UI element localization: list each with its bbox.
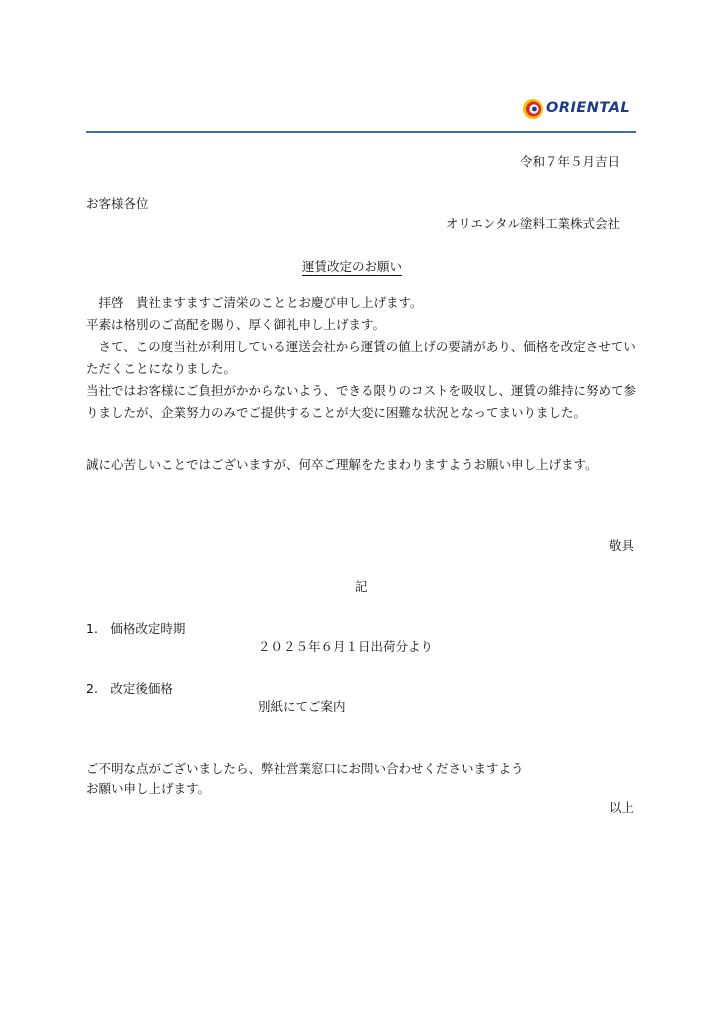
page-title: 運賃改定のお願い xyxy=(302,259,403,274)
ijou: 以上 xyxy=(608,800,634,815)
logo-mark-icon xyxy=(522,96,546,122)
recipient: お客様各位 xyxy=(86,196,149,211)
company-logo xyxy=(522,96,634,122)
item-label: 2. 改定後価格 xyxy=(86,681,173,696)
body-paragraph: 平素は格別のご高配を賜り、厚く御礼申し上げます。 xyxy=(86,317,386,332)
item-value: ２０２５年６月１日出荷分より xyxy=(258,639,434,654)
logo-wordmark: ORIENTAL xyxy=(546,100,631,116)
contact-line: お願い申し上げます。 xyxy=(86,781,211,796)
body-paragraph: さて、この度当社が利用している運送会社から運賃の値上げの要請があり、価格を改定させていただくことになりました。 xyxy=(86,339,636,376)
ki-heading: 記 xyxy=(355,579,368,594)
letter-date: 令和７年５月吉日 xyxy=(519,154,620,169)
header-rule xyxy=(86,131,636,133)
letter-body xyxy=(86,292,638,424)
body-paragraph: 当社ではお客様にご負担がかからないよう、できる限りのコストを吸収し、運賃の維持に努めて参りましたが、企業努力のみでご提供することが大変に困難な状況となってまいりました。 xyxy=(86,383,637,420)
item-value: 別紙にてご案内 xyxy=(258,699,346,714)
keigu: 敬具 xyxy=(608,538,634,553)
contact-line: ご不明な点がございましたら、弊社営業窓口にお問い合わせくださいますよう xyxy=(86,761,524,776)
sender-company: オリエンタル塗料工業株式会社 xyxy=(445,216,620,231)
closing-request: 誠に心苦しいことではございますが、何卒ご理解をたまわりますようお願い申し上げます。 xyxy=(86,457,598,472)
body-paragraph: 拝啓 貴社ますますご清栄のこととお慶び申し上げます。 xyxy=(86,295,423,310)
item-label: 1. 価格改定時期 xyxy=(86,621,186,636)
